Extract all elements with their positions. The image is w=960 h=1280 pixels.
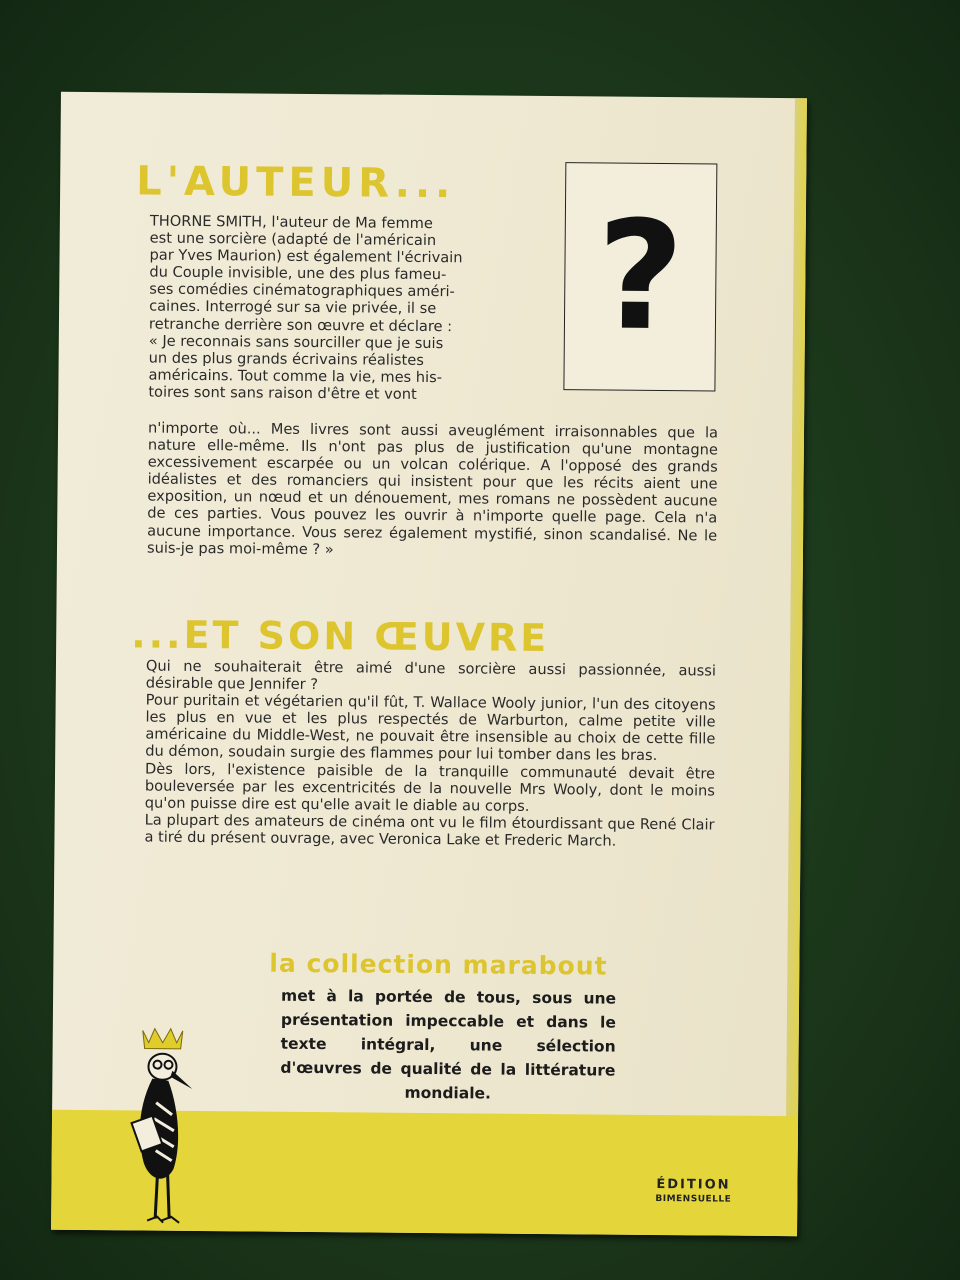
- author-line: du Couple invisible, une des plus fameu-: [149, 263, 447, 284]
- oeuvre-paragraph: Qui ne souhaiterait être aimé d'une sorcière aussi passionnée, aussi désirable que Jennifer ?: [145, 657, 717, 694]
- author-line: THORNE SMITH, l'auteur de Ma femme: [149, 212, 433, 233]
- author-line: ses comédies cinématographiques améri-: [149, 280, 455, 301]
- marabout-bird-logo-icon: [121, 1022, 203, 1233]
- collection-title: la collection marabout: [269, 948, 608, 981]
- question-mark: ?: [596, 189, 685, 365]
- oeuvre-paragraph: La plupart des amateurs de cinéma ont vu le film étourdissant que René Clair a tiré du présent ouvrage, avec Veronica Lake et Frederic March.: [144, 811, 715, 850]
- author-quote-continued: n'importe où... Mes livres sont aussi aveuglément irraisonnables que la nature elle-même. Ils n'ont pas plus de justification qu'une montagne excessivement escarpée ou un volcan colérique. A l'opposé des grands idéalistes et des romanciers qui insistent pour que les récits aient une exposition, un nœud et un dénouement, mes romans ne possèdent aucune de ces parties. Vous pouvez les ouvrir à n'importe quelle page. Cela n'a aucune importance. Vous serez également mystifié, sinon scandalisé. Ne le suis-je pas moi-même ? »: [146, 419, 719, 558]
- author-line: retranche derrière son œuvre et déclare :: [148, 315, 453, 335]
- author-line: caines. Interrogé sur sa vie privée, il se: [149, 298, 437, 318]
- author-line: « Je reconnais sans sourciller que je suis: [148, 332, 444, 352]
- edition-line-2: BIMENSUELLE: [655, 1193, 732, 1205]
- author-line: américains. Tout comme la vie, mes his-: [148, 366, 443, 386]
- author-line: est une sorcière (adapté de l'américain: [149, 229, 437, 250]
- book-back-cover: [51, 92, 807, 1236]
- author-line: un des plus grands écrivains réalistes: [148, 349, 424, 369]
- oeuvre-text: [144, 658, 716, 851]
- oeuvre-heading: ...ET SON ŒUVRE: [131, 612, 550, 661]
- author-heading: L'AUTEUR...: [135, 158, 456, 208]
- author-line: toires sont sans raison d'être et vont: [148, 383, 417, 403]
- collection-description: met à la portée de tous, sous une présentation impeccable et dans le texte intégral, une sélection d'œuvres de qualité de la littérature mondiale.: [280, 986, 617, 1103]
- author-text-column: [148, 213, 550, 405]
- author-line: par Yves Maurion) est également l'écrivain: [149, 246, 463, 267]
- oeuvre-paragraph: Dès lors, l'existence paisible de la tranquille communauté devait être bouleversée par les excentricités de la nouvelle Mrs Wooly, dont le moins qu'on puisse dire est qu'elle avait le diable au corps.: [144, 760, 716, 815]
- oeuvre-paragraph: Pour puritain et végétarien qu'il fût, T. Wallace Wooly junior, l'un des citoyens les plus en vue et les plus respectés de Warburton, calme petite ville américaine du Middle-West, ne pouvait être insensible au choix de cette fille du démon, soudain surgie des flammes pour lui tomber dans les bras.: [145, 691, 716, 765]
- edition-line-1: ÉDITION: [656, 1177, 731, 1193]
- edition-label: [651, 1177, 735, 1205]
- question-mark-box: [563, 162, 717, 391]
